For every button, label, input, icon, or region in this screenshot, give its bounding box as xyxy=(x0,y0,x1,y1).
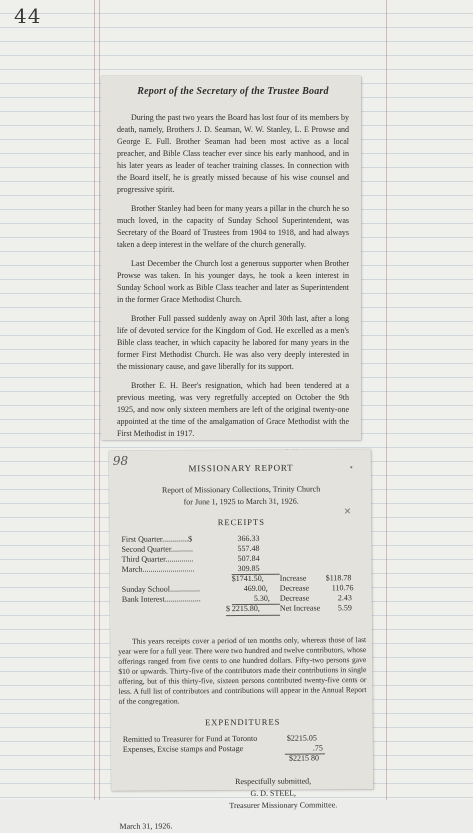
total-change: Net Increase xyxy=(279,603,321,613)
receipt-amount: 5.30, xyxy=(253,593,270,603)
total-row xyxy=(122,603,366,615)
receipt-amount: 309.85 xyxy=(237,563,260,574)
receipt-label: Bank Interest.................. xyxy=(121,594,201,604)
receipt-amount: 557.48 xyxy=(237,543,260,554)
receipts-heading: RECEIPTS xyxy=(217,516,265,528)
total-change-amount: 5.59 xyxy=(337,603,352,613)
receipt-label: Sunday School............... xyxy=(121,584,201,594)
expenditures-heading: EXPENDITURES xyxy=(205,716,281,728)
trustee-report-paragraph: During the past two years the Board has lost four of its members by death, namely, Brothers J. D. Seaman, W. W. Stanley, L. E Prowse and George E. Full. Brother Seaman had been most active as a local preacher, and Bible Class teacher ever since his early manhood, and in his later years as leader of teacher training classes. In connection with the Board itself, he is greatly missed because of his wise counsel and progressive spirit. xyxy=(117,113,349,194)
trustee-report-clipping xyxy=(101,76,361,440)
missionary-signer-title: Treasurer Missionary Committee. xyxy=(229,800,338,811)
receipt-label: March.......................... xyxy=(121,564,195,574)
missionary-body-text: This years receipts cover a period of ten months only, whereas those of last year were for a full year. There were two hundred and twelve contributors, whose offerings ranged from five cents to one hundred dollars. Fifty-two persons gave $10 or upwards. Thirty-five of the contributors made their contributions in single offering, but of this thirty-five, sixteen persons contributed twenty-five cents or less. A full list of contributors and contributions will appear in the Annual Report of the congregation. xyxy=(118,635,367,706)
missionary-subtitle-2: for June 1, 1925 to March 31, 1926. xyxy=(183,496,299,507)
trustee-report-paragraph: Brother E. H. Beer's resignation, which had been tendered at a previous meeting, was very regretfully accepted on October the 9th 1925, and now only sixteen members are left of the original twenty-one appointed at the time of the amalgamation of Grace Methodist with the First Methodist in 1917. xyxy=(117,381,349,438)
trustee-report-title: Report of the Secretary of the Trustee Board xyxy=(137,86,329,97)
receipt-amount: 366.33 xyxy=(237,533,260,544)
handwritten-mark: 98 xyxy=(112,453,129,468)
receipt-change-amount: 110.76 xyxy=(331,583,354,593)
handwritten-x-mark: ✕ xyxy=(343,506,352,517)
dot-mark: • xyxy=(349,462,353,473)
page-number: 44 xyxy=(14,4,42,28)
missionary-subtitle-1: Report of Missionary Collections, Trinity Church xyxy=(161,484,321,495)
receipt-change: Decrease xyxy=(279,583,310,593)
margin-line-right xyxy=(386,0,387,800)
receipt-label: First Quarter.............$ xyxy=(121,534,193,544)
receipts-table xyxy=(121,533,366,615)
expenditure-label: Remitted to Treasurer for Fund at Toronto xyxy=(122,733,258,744)
expenditure-amount: .75 xyxy=(312,743,323,753)
margin-line-left-inner xyxy=(99,0,100,800)
expenditure-total-row xyxy=(123,753,367,765)
receipt-amount: 469.00, xyxy=(243,583,268,593)
receipt-change-amount: 2.43 xyxy=(337,593,352,603)
subtotal-amount: $1741.50, xyxy=(231,573,264,584)
receipt-change: Decrease xyxy=(279,593,310,603)
subtotal-change-amount: $118.78 xyxy=(325,573,352,583)
receipt-label: Third Quarter.............. xyxy=(121,554,194,564)
expenditure-amount: $2215.05 xyxy=(286,733,317,743)
receipt-amount: 507.84 xyxy=(237,553,260,564)
total-amount: $ 2215.80, xyxy=(225,603,260,614)
subtotal-change: Increase xyxy=(279,573,307,583)
trustee-report-paragraph: Brother Full passed suddenly away on April 30th last, after a long life of devoted service for the Kingdom of God. He excelled as a men's Bible class teacher, in which capacity he labored for many years in the former First Methodist Church. He was also very deeply interested in the missionary cause, and gave liberally for its support. xyxy=(117,314,349,371)
missionary-report-title: MISSIONARY REPORT xyxy=(188,462,294,474)
report-date: March 31, 1926. xyxy=(119,821,173,831)
missionary-report-clipping xyxy=(109,449,373,831)
missionary-signer: G. D. STEEL, xyxy=(250,788,297,798)
margin-line-left xyxy=(94,0,95,800)
expenditure-label: Expenses, Excise stamps and Postage xyxy=(122,743,244,754)
expenditures-table xyxy=(123,733,367,765)
receipt-label: Second Quarter........... xyxy=(121,544,194,554)
trustee-report-paragraph: Brother Stanley had been for many years a pillar in the church he so much loved, in the capacity of Sunday School Superintendent, was Secretary of the Board of Trustees from 1904 to 1918, and had always taken a deep interest in the welfare of the church generally. xyxy=(117,204,349,249)
closing-line: Respectfully submitted, xyxy=(235,776,312,787)
trustee-report-paragraph: Last December the Church lost a generous supporter when Brother Prowse was taken. In his younger days, he took a keen interest in Sunday School work as Bible Class teacher and later as Superintendent in the former Grace Methodist Church. xyxy=(117,259,349,304)
expenditure-total: $2215 80 xyxy=(288,753,319,763)
